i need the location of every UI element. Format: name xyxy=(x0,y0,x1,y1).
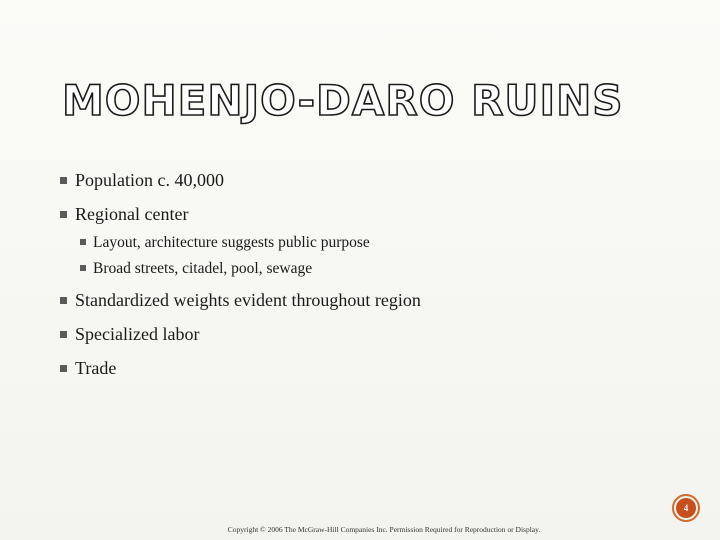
page-number: 4 xyxy=(676,498,696,518)
bullet-item xyxy=(60,202,680,226)
bullet-text: Regional center xyxy=(75,204,189,224)
bullet-item xyxy=(60,168,680,192)
square-bullet-icon xyxy=(60,211,67,218)
bullet-item xyxy=(60,322,680,346)
copyright-footer: Copyright © 2006 The McGraw-Hill Companies Inc. Permission Required for Reproduction or Display. xyxy=(227,525,541,534)
bullet-text: Population c. 40,000 xyxy=(75,170,224,190)
sub-bullet-list xyxy=(80,230,680,282)
square-bullet-icon xyxy=(60,177,67,184)
slide-title: MOHENJO-DARO RUINS xyxy=(62,76,624,125)
square-bullet-icon xyxy=(60,297,67,304)
page-number-badge xyxy=(672,494,700,522)
square-bullet-icon xyxy=(60,331,67,338)
square-bullet-icon xyxy=(60,365,67,372)
sub-bullet-text: Layout, architecture suggests public purpose xyxy=(93,234,370,251)
sub-bullet-item xyxy=(80,230,680,256)
bullet-list xyxy=(60,168,680,390)
bullet-text: Trade xyxy=(75,358,117,378)
bullet-group xyxy=(60,202,680,282)
bullet-item xyxy=(60,288,680,312)
bullet-text: Standardized weights evident throughout region xyxy=(75,290,421,310)
square-bullet-icon xyxy=(80,239,86,245)
bullet-item xyxy=(60,356,680,380)
sub-bullet-item xyxy=(80,256,680,282)
sub-bullet-text: Broad streets, citadel, pool, sewage xyxy=(93,260,313,277)
bullet-text: Specialized labor xyxy=(75,324,200,344)
square-bullet-icon xyxy=(80,265,86,271)
